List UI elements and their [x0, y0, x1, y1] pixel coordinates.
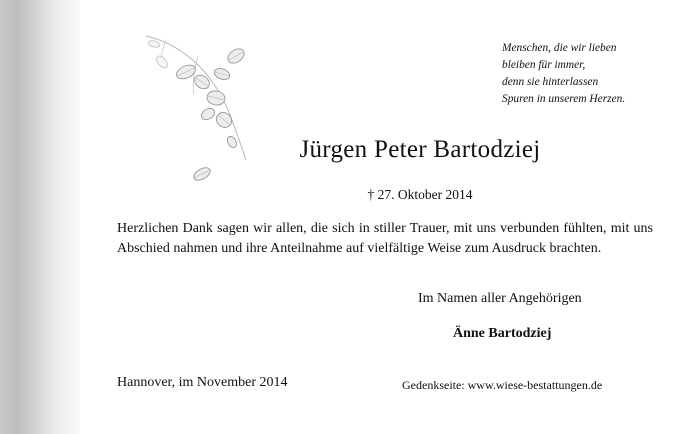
decorative-gradient-band [0, 0, 80, 434]
quote-line: denn sie hinterlassen [502, 76, 599, 88]
signer-name: Änne Bartodziej [453, 326, 552, 341]
quote-line: Menschen, die wir lieben [502, 42, 617, 54]
quote-line: Spuren in unserem Herzen. [502, 93, 626, 105]
quote-line: bleiben für immer, [502, 59, 586, 71]
memorial-page-link[interactable]: Gedenkseite: www.wiese-bestattungen.de [402, 378, 603, 392]
thank-you-message: Herzlichen Dank sagen wir allen, die sich in stiller Trauer, mit uns verbunden fühlten, mit uns Abschied nahmen und ihre Anteilnahme auf vielfältige Weise zum Ausdruck brachten. [117, 221, 653, 256]
memorial-quote [502, 40, 692, 108]
on-behalf-line: Im Namen aller Angehörigen [418, 291, 582, 306]
deceased-name: Jürgen Peter Bartodziej [299, 136, 541, 163]
death-date: † 27. Oktober 2014 [367, 187, 473, 202]
place-and-date: Hannover, im November 2014 [117, 375, 288, 390]
